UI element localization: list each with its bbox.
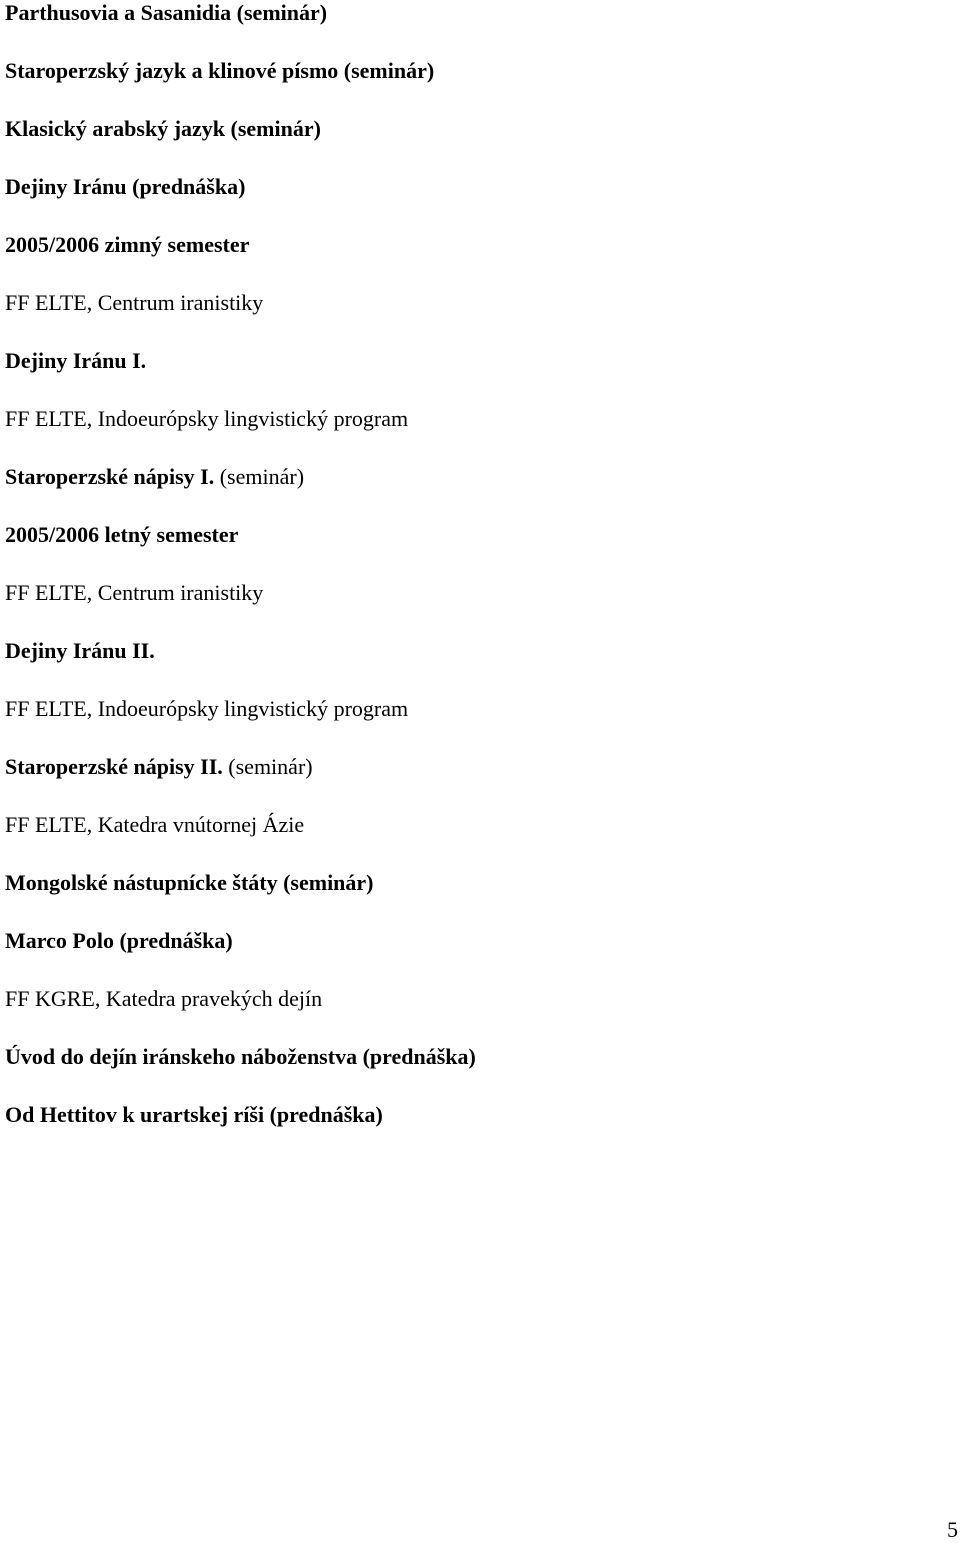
course-line: Od Hettitov k urartskej ríši (prednáška) [5,1102,383,1127]
course-type: (seminár) [219,464,305,489]
institution-line: FF ELTE, Indoeurópsky lingvistický program [5,696,409,721]
page-number: 5 [947,1517,958,1542]
course-line: Dejiny Iránu I. [5,348,147,373]
course-line [5,754,313,780]
institution-line: FF ELTE, Centrum iranistiky [5,290,264,315]
semester-heading: 2005/2006 zimný semester [5,232,250,257]
course-line: Dejiny Iránu II. [5,638,155,663]
institution-line: FF KGRE, Katedra pravekých dejín [5,986,323,1011]
course-type: (seminár) [228,754,313,779]
course-title: Staroperzské nápisy I. [5,464,215,489]
semester-heading: 2005/2006 letný semester [5,522,239,547]
institution-line: FF ELTE, Centrum iranistiky [5,580,264,605]
course-line: Parthusovia a Sasanidia (seminár) [5,0,328,25]
course-line: Klasický arabský jazyk (seminár) [5,116,321,141]
institution-line: FF ELTE, Katedra vnútornej Ázie [5,812,305,837]
course-line: Marco Polo (prednáška) [5,928,233,953]
course-line: Dejiny Iránu (prednáška) [5,174,246,199]
institution-line: FF ELTE, Indoeurópsky lingvistický program [5,406,409,431]
course-line: Úvod do dejín iránskeho náboženstva (prednáška) [5,1044,476,1069]
course-line: Staroperzský jazyk a klinové písmo (seminár) [5,58,435,83]
course-line [5,464,304,490]
course-title: Staroperzské nápisy II. [5,754,223,779]
course-line: Mongolské nástupnícke štáty (seminár) [5,870,374,895]
